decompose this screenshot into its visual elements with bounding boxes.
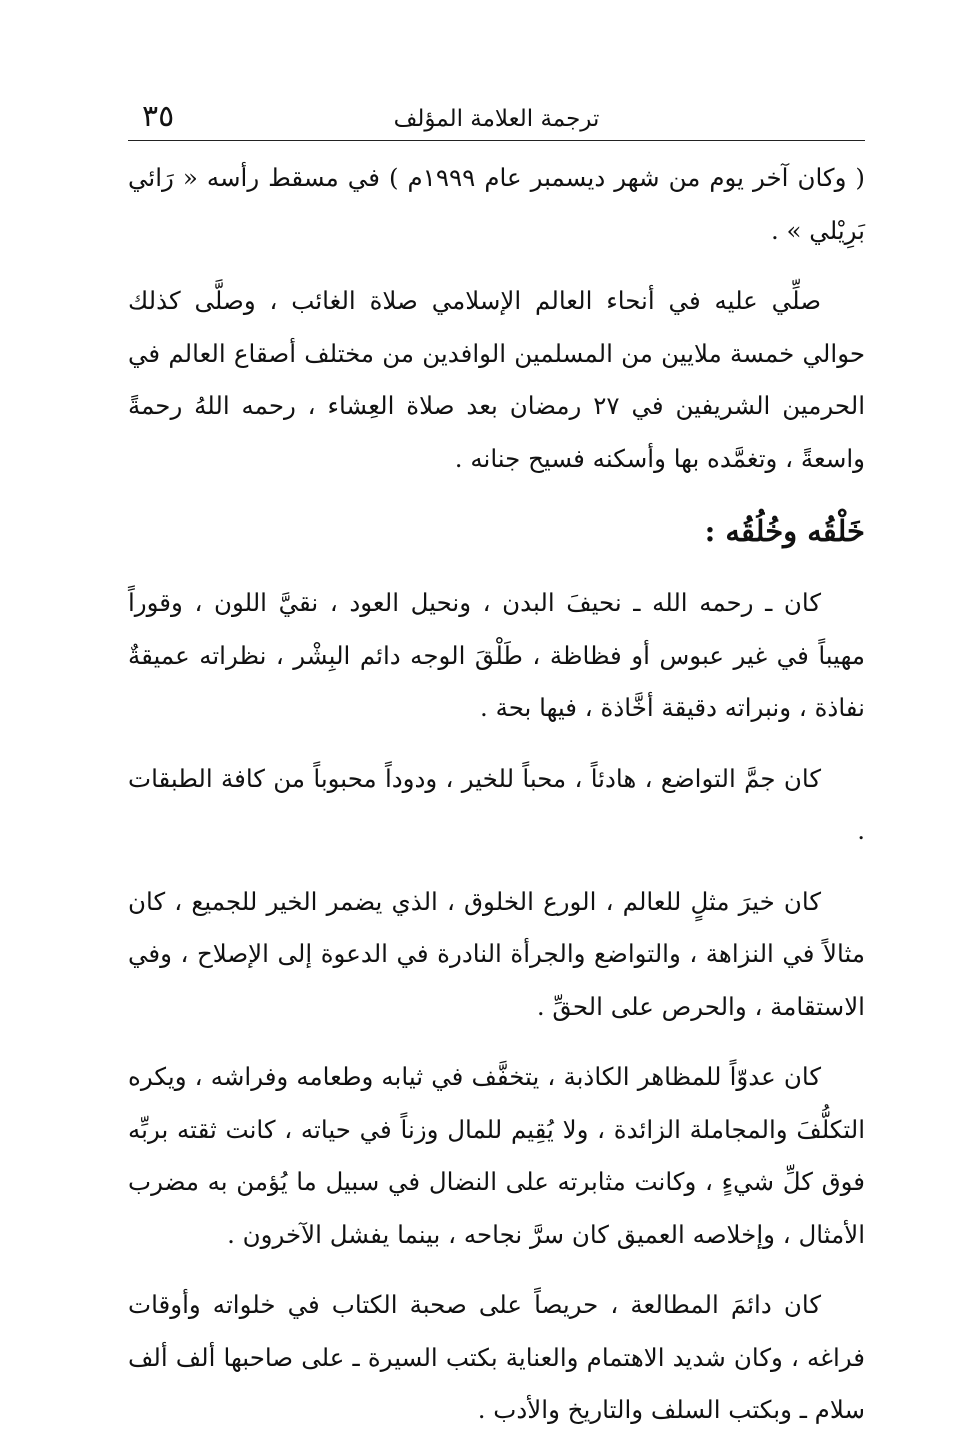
paragraph-death-date: ( وكان آخر يوم من شهر ديسمبر عام ١٩٩٩م ) في مسقط رأسه « رَائي بَرِيْلي » . [128, 163, 865, 245]
page-header [128, 92, 865, 141]
page-number: ٣٥ [142, 99, 175, 134]
paragraph-funeral-prayer: صلِّي عليه في أنحاء العالم الإسلامي صلاة الغائب ، وصلَّى كذلك حوالي خمسة ملايين من المسلمين الوافدين من مختلف أصقاع العالم في الحرمين الشريفين في ٢٧ رمضان بعد صلاة العِشاء ، رحمه اللهُ رحمةً واسعةً ، وتغمَّده بها وأسكنه فسيح جنانه . [128, 286, 865, 473]
page-body [128, 152, 865, 1455]
paragraph-virtues: كان خيرَ مثلٍ للعالم ، الورع الخلوق ، الذي يضمر الخير للجميع ، كان مثالاً في النزاهة ، والتواضع والجرأة النادرة في الدعوة إلى الإصلاح ، وفي الاستقامة ، والحرص على الحقِّ . [128, 886, 865, 1021]
paragraph-reading: كان دائمَ المطالعة ، حريصاً على صحبة الكتاب في خلواته وأوقات فراغه ، وكان شديد الاهتمام والعناية بكتب السيرة ـ على صاحبها ألف ألف سلام ـ وبكتب السلف والتاريخ والأدب . [128, 1290, 865, 1424]
paragraph-humility: كان جمَّ التواضع ، هادئاً ، محباً للخير ، ودوداً محبوباً من كافة الطبقات . [128, 763, 865, 845]
paragraph-appearance: كان ـ رحمه الله ـ نحيفَ البدن ، ونحيل العود ، نقيَّ اللون ، وقوراً مهيباً في غير عبوس أو فظاظة ، طَلْقَ الوجه دائم البِشْر ، نظراته عميقةٌ نفاذة ، ونبراته دقيقة أخَّاذة ، فيها بحة . [128, 588, 865, 722]
paragraph-simplicity: كان عدوّاً للمظاهر الكاذبة ، يتخفَّف في ثيابه وطعامه وفراشه ، ويكره التكلُّفَ والمجاملة الزائدة ، ولا يُقِيم للمال وزناً في حياته ، كانت ثقته بربِّه فوق كلِّ شيءٍ ، وكانت مثابرته على النضال في سبيل ما يُؤمن به مضرب الأمثال ، وإخلاصه العميق كان سرَّ نجاحه ، بينما يفشل الآخرون . [128, 1062, 865, 1249]
section-heading: خَلْقُه وخُلُقُه : [704, 514, 865, 548]
running-title: ترجمة العلامة المؤلف [393, 106, 600, 132]
